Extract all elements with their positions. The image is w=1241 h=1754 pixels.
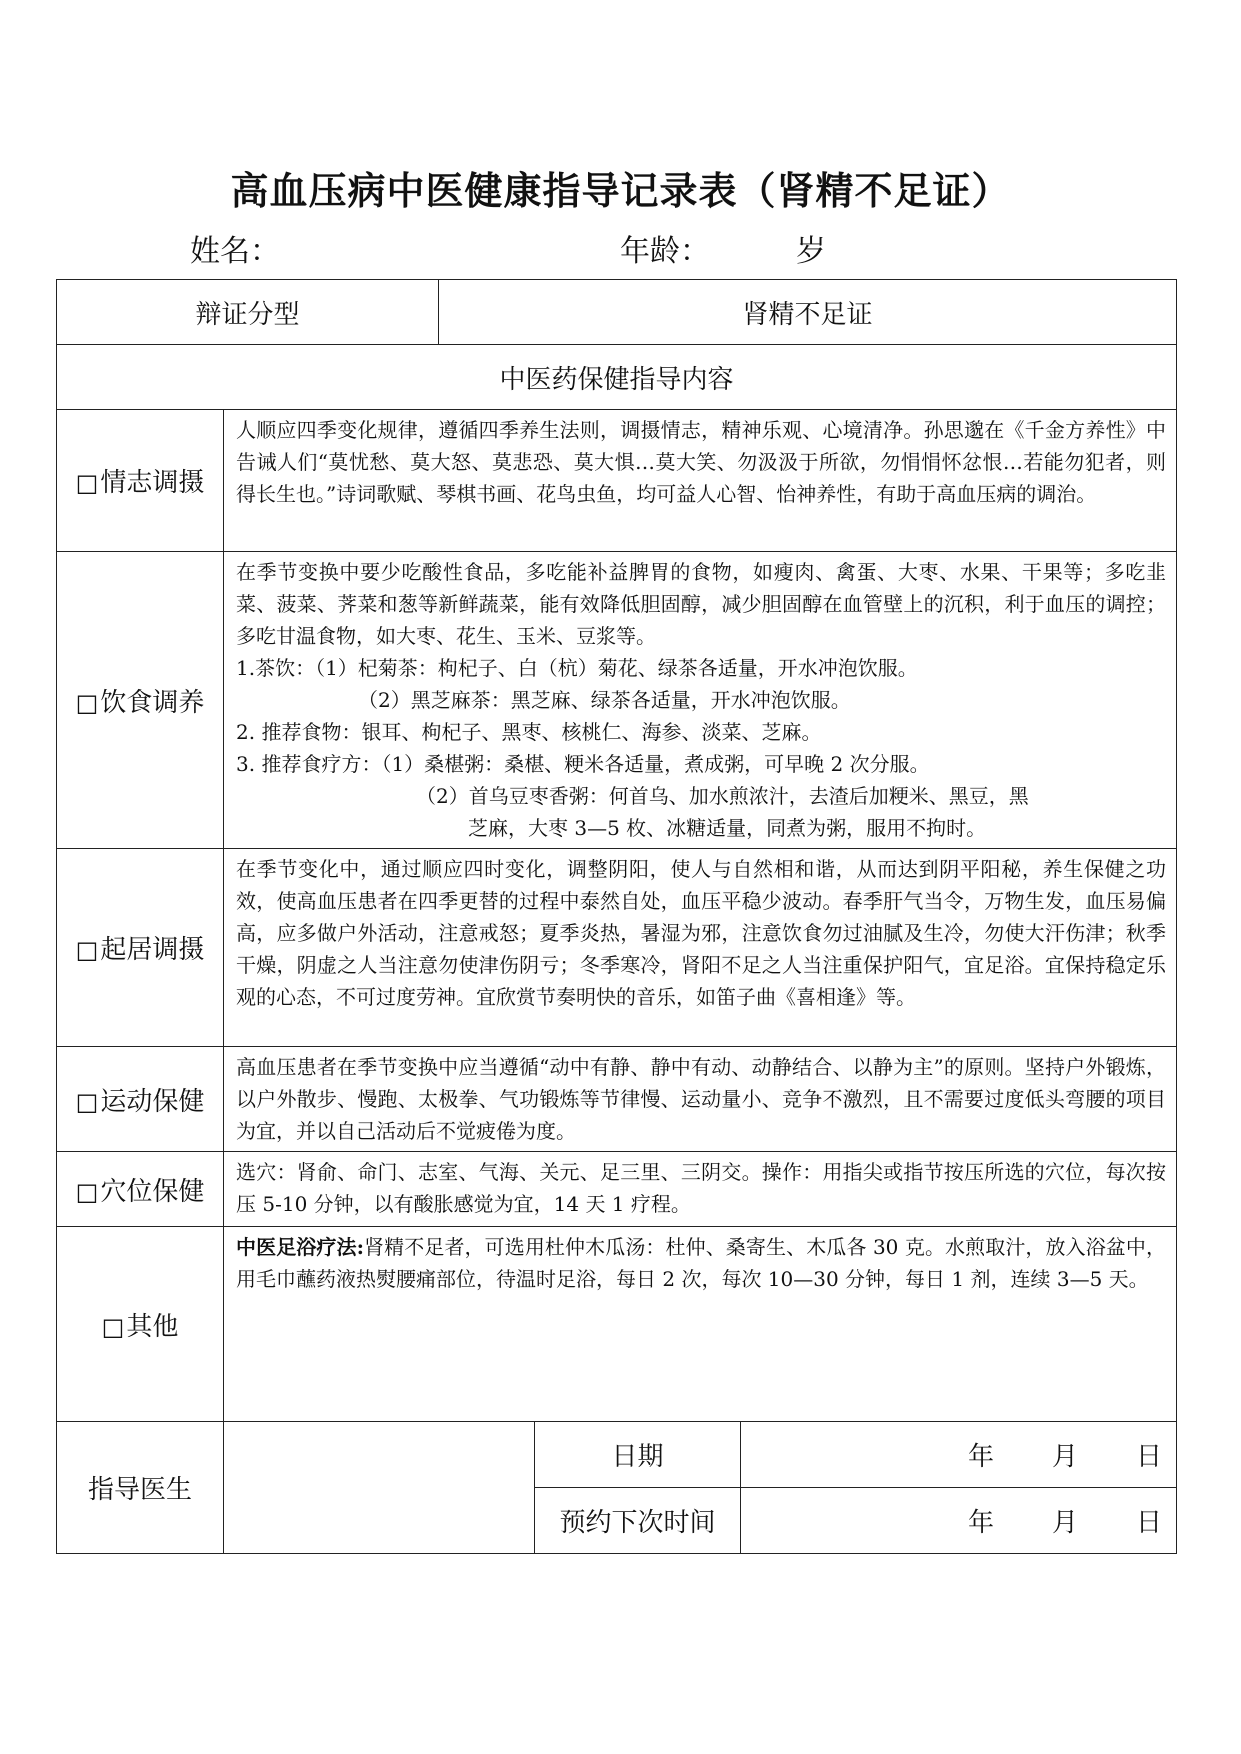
emotion-text: 人顺应四季变化规律，遵循四季养生法则，调摄情志，精神乐观、心境清净。孙思邈在《千金方养性》中告诫人们“莫忧愁、莫大怒、莫悲恐、莫大惧…莫大笑、勿汲汲于所欲，勿悁悁怀忿恨…若能勿犯者，则得长生也。”诗词歌赋、琴棋书画、花鸟虫鱼，均可益人心智、怡神养性，有助于高血压病的调治。 <box>236 418 1167 506</box>
date-month: 月 <box>1051 1442 1078 1472</box>
diet-tea-1: 1.茶饮：（1）杞菊茶：枸杞子、白（杭）菊花、绿茶各适量，开水冲泡饮服。 <box>236 656 918 680</box>
exercise-content <box>224 1047 1177 1152</box>
age-label: 年龄： <box>620 234 710 269</box>
exercise-label: 运动保健 <box>100 1086 205 1117</box>
living-checkbox[interactable]: □ <box>75 936 99 964</box>
diet-tea-2: （2）黑芝麻茶：黑芝麻、绿茶各适量，开水冲泡饮服。 <box>358 688 851 712</box>
next-visit-label: 预约下次时间 <box>535 1488 741 1554</box>
living-label-cell <box>57 849 224 1047</box>
other-checkbox[interactable]: □ <box>101 1312 125 1341</box>
date-day: 日 <box>1136 1442 1163 1472</box>
diet-intro: 在季节变换中要少吃酸性食品，多吃能补益脾胃的食物，如瘦肉、禽蛋、大枣、水果、干果等；多吃韭菜、菠菜、荠菜和葱等新鲜蔬菜，能有效降低胆固醇，减少胆固醇在血管壁上的沉积，利于血压的调控；多吃甘温食物，如大枣、花生、玉米、豆浆等。 <box>236 560 1167 648</box>
living-row <box>57 849 1177 1047</box>
emotion-checkbox[interactable]: □ <box>75 469 99 497</box>
doctor-signature-field[interactable] <box>224 1422 535 1554</box>
diet-therapy-2a: （2）首乌豆枣香粥：何首乌、加水煎浓汁，去渣后加粳米、黑豆，黑 <box>416 784 1029 808</box>
other-text <box>236 1231 1166 1295</box>
emotion-label-cell <box>57 410 224 552</box>
exercise-row <box>57 1047 1177 1152</box>
acupoint-checkbox[interactable]: □ <box>75 1177 99 1206</box>
syndrome-value: 肾精不足证 <box>439 280 1177 345</box>
section-title: 中医药保健指导内容 <box>57 345 1177 410</box>
date-label: 日期 <box>535 1422 741 1488</box>
next-month: 月 <box>1051 1508 1078 1538</box>
emotion-content <box>224 410 1177 552</box>
age-unit: 岁 <box>796 234 826 269</box>
diet-content <box>224 552 1177 849</box>
page-title: 高血压病中医健康指导记录表（肾精不足证） <box>230 168 1011 213</box>
date-year: 年 <box>967 1442 994 1472</box>
other-body: 肾精不足者，可选用杜仲木瓜汤：杜仲、桑寄生、木瓜各 30 克。水煎取汁，放入浴盆中，用毛巾蘸药液热熨腰痛部位，待温时足浴，每日 2 次，每次 10—30 分钟，每日 1 剂，连续 3—5 天。 <box>236 1235 1167 1291</box>
diet-row <box>57 552 1177 849</box>
diet-therapy-1: 3. 推荐食疗方：（1）桑椹粥：桑椹、粳米各适量，煮成粥，可早晚 2 次分服。 <box>236 752 930 776</box>
name-label: 姓名： <box>190 234 280 269</box>
diet-label: 饮食调养 <box>100 687 205 718</box>
living-label: 起居调摄 <box>100 935 205 965</box>
syndrome-row <box>57 280 1177 345</box>
diet-label-cell <box>57 552 224 849</box>
exercise-label-cell <box>57 1047 224 1152</box>
date-field[interactable] <box>741 1422 1177 1488</box>
emotion-row <box>57 410 1177 552</box>
other-label: 其他 <box>126 1311 179 1342</box>
next-year: 年 <box>967 1508 994 1538</box>
diet-foods: 2. 推荐食物：银耳、枸杞子、黑枣、核桃仁、海参、淡菜、芝麻。 <box>236 720 822 744</box>
guidance-form-table <box>56 279 1177 1554</box>
section-row <box>57 345 1177 410</box>
other-bold-lead: 中医足浴疗法: <box>236 1235 364 1259</box>
other-label-cell <box>57 1227 224 1422</box>
syndrome-label: 辩证分型 <box>57 280 439 345</box>
acupoint-content <box>224 1152 1177 1227</box>
living-content <box>224 849 1177 1047</box>
exercise-text: 高血压患者在季节变换中应当遵循“动中有静、静中有动、动静结合、以静为主”的原则。坚持户外锻炼，以户外散步、慢跑、太极拳、气功锻炼等节律慢、运动量小、竞争不激烈，且不需要过度低头弯腰的项目为宜，并以自己活动后不觉疲倦为度。 <box>236 1055 1167 1143</box>
other-row <box>57 1227 1177 1422</box>
acupoint-label: 穴位保健 <box>100 1176 205 1207</box>
acupoint-text: 选穴：肾俞、命门、志室、气海、关元、足三里、三阴交。操作：用指尖或指节按压所选的穴位，每次按压 5-10 分钟，以有酸胀感觉为宜，14 天 1 疗程。 <box>236 1160 1167 1216</box>
diet-therapy-2b: 芝麻，大枣 3—5 枚、冰糖适量，同煮为粥，服用不拘时。 <box>468 816 987 840</box>
emotion-label: 情志调摄 <box>100 468 205 498</box>
next-day: 日 <box>1136 1508 1163 1538</box>
diet-checkbox[interactable]: □ <box>75 688 99 717</box>
date-row <box>57 1422 1177 1488</box>
other-content <box>224 1227 1177 1422</box>
exercise-checkbox[interactable]: □ <box>75 1087 99 1116</box>
next-visit-field[interactable] <box>741 1488 1177 1554</box>
age-field <box>620 226 826 270</box>
doctor-label: 指导医生 <box>57 1422 224 1554</box>
acupoint-label-cell <box>57 1152 224 1227</box>
living-text: 在季节变化中，通过顺应四时变化，调整阴阳，使人与自然相和谐，从而达到阴平阳秘，养生保健之功效，使高血压患者在四季更替的过程中泰然自处，血压平稳少波动。春季肝气当令，万物生发，血压易偏高，应多做户外活动，注意戒怒；夏季炎热，暑湿为邪，注意饮食勿过油腻及生冷，勿使大汗伤津；秋季干燥，阴虚之人当注意勿使津伤阴亏；冬季寒冷，肾阳不足之人当注重保护阳气，宜足浴。宜保持稳定乐观的心态，不可过度劳神。宜欣赏节奏明快的音乐，如笛子曲《喜相逢》等。 <box>236 857 1167 1009</box>
acupoint-row <box>57 1152 1177 1227</box>
